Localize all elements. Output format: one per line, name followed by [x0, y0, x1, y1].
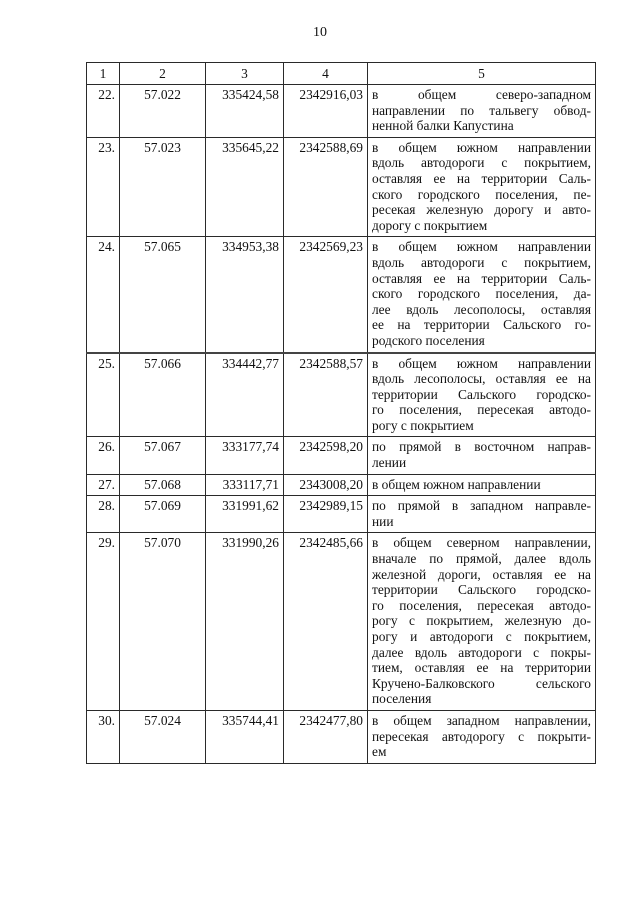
- column-header: 2: [120, 63, 206, 85]
- point-code-cell: 57.069: [120, 496, 206, 533]
- table-row: [87, 85, 596, 138]
- description-line: лее вдоль лесополосы, оставляя: [372, 301, 591, 317]
- coordinate-x-cell: 335424,58: [206, 85, 284, 138]
- point-code-cell: 57.068: [120, 474, 206, 496]
- description-line: далее вдоль автодороги с покры-: [372, 644, 591, 660]
- route-description-cell: [368, 353, 596, 437]
- boundary-points-table: [86, 62, 596, 764]
- route-description-cell: [368, 496, 596, 533]
- description-line: лении: [372, 455, 407, 471]
- column-header: 1: [87, 63, 120, 85]
- coordinate-x-cell: 335645,22: [206, 137, 284, 237]
- description-line: нии: [372, 513, 394, 529]
- description-line: ненной балки Капустина: [372, 118, 514, 134]
- point-code-cell: 57.067: [120, 437, 206, 474]
- route-description-cell: [368, 474, 596, 496]
- description-line: вдоль лесополосы, оставляя ее на: [372, 371, 591, 387]
- description-line: вначале по прямой, далее вдоль: [372, 551, 591, 567]
- description-line: вдоль автодороги с покрытием,: [372, 155, 591, 171]
- coordinate-x-cell: 331991,62: [206, 496, 284, 533]
- description-line: в общем южном направлении: [372, 139, 591, 155]
- point-code-cell: 57.070: [120, 533, 206, 711]
- coordinate-y-cell: 2342485,66: [284, 533, 368, 711]
- row-number-cell: 24.: [87, 237, 120, 353]
- point-code-cell: 57.023: [120, 137, 206, 237]
- point-code-cell: 57.066: [120, 353, 206, 437]
- description-line: в общем южном направлении: [372, 476, 541, 492]
- coordinate-y-cell: 2342477,80: [284, 710, 368, 763]
- point-code-cell: 57.022: [120, 85, 206, 138]
- coordinate-y-cell: 2342588,57: [284, 353, 368, 437]
- coordinate-x-cell: 333117,71: [206, 474, 284, 496]
- coordinate-y-cell: 2342598,20: [284, 437, 368, 474]
- description-line: в общем северо-западном: [372, 87, 591, 102]
- row-number-cell: 27.: [87, 474, 120, 496]
- description-line: ресекая железную дорогу и авто-: [372, 202, 591, 218]
- coordinate-x-cell: 334442,77: [206, 353, 284, 437]
- coordinate-y-cell: 2342588,69: [284, 137, 368, 237]
- description-line: вдоль автодороги с покрытием,: [372, 254, 591, 270]
- coordinate-y-cell: 2342569,23: [284, 237, 368, 353]
- route-description-cell: [368, 85, 596, 138]
- description-line: го поселения, пересекая автодо-: [372, 402, 591, 418]
- description-line: в общем южном направлении: [372, 355, 591, 371]
- table-row: [87, 353, 596, 437]
- coordinate-y-cell: 2343008,20: [284, 474, 368, 496]
- row-number-cell: 25.: [87, 353, 120, 437]
- page-number: 10: [313, 25, 327, 40]
- row-number-cell: 29.: [87, 533, 120, 711]
- table-row: [87, 496, 596, 533]
- table-row: [87, 533, 596, 711]
- description-line: поселения: [372, 691, 432, 707]
- table-body: [87, 85, 596, 764]
- table-header-row: [87, 63, 596, 85]
- description-line: рогу с покрытием: [372, 417, 474, 433]
- description-line: направлении по тальвегу обвод-: [372, 102, 591, 118]
- description-line: оставляя ее на территории Саль-: [372, 270, 591, 286]
- description-line: по прямой в восточном направ-: [372, 439, 591, 455]
- point-code-cell: 57.024: [120, 710, 206, 763]
- description-line: го поселения, пересекая автодо-: [372, 597, 591, 613]
- description-line: железной дороги, оставляя ее на: [372, 566, 591, 582]
- point-code-cell: 57.065: [120, 237, 206, 353]
- description-line: рогу и автодороги с покрытием,: [372, 629, 591, 644]
- row-number-cell: 26.: [87, 437, 120, 474]
- route-description-cell: [368, 137, 596, 237]
- description-line: пересекая автодорогу с покрыти-: [372, 728, 591, 744]
- description-line: ского городского поселения, да-: [372, 286, 591, 302]
- description-line: оставляя ее на территории Саль-: [372, 170, 591, 186]
- coordinate-y-cell: 2342989,15: [284, 496, 368, 533]
- table-row: [87, 137, 596, 237]
- description-line: дорогу с покрытием: [372, 217, 488, 233]
- description-line: по прямой в западном направле-: [372, 498, 591, 514]
- description-line: территории Сальского городско-: [372, 582, 591, 598]
- table-row: [87, 474, 596, 496]
- row-number-cell: 23.: [87, 137, 120, 237]
- description-line: рогу с покрытием, железную до-: [372, 613, 591, 629]
- description-line: в общем западном направлении,: [372, 712, 591, 728]
- description-line: в общем южном направлении: [372, 239, 591, 255]
- route-description-cell: [368, 437, 596, 474]
- description-line: ем: [372, 744, 387, 760]
- description-line: территории Сальского городско-: [372, 386, 591, 402]
- row-number-cell: 30.: [87, 710, 120, 763]
- row-number-cell: 28.: [87, 496, 120, 533]
- coordinate-x-cell: 334953,38: [206, 237, 284, 353]
- route-description-cell: [368, 710, 596, 763]
- description-line: Кручено-Балковского сельского: [372, 675, 591, 691]
- table-row: [87, 237, 596, 353]
- coordinate-y-cell: 2342916,03: [284, 85, 368, 138]
- coordinate-x-cell: 333177,74: [206, 437, 284, 474]
- coordinate-x-cell: 331990,26: [206, 533, 284, 711]
- route-description-cell: [368, 237, 596, 353]
- description-line: в общем северном направлении,: [372, 535, 591, 551]
- column-header: 3: [206, 63, 284, 85]
- table-row: [87, 437, 596, 474]
- description-line: тием, оставляя ее на территории: [372, 660, 591, 676]
- description-line: родского поселения: [372, 332, 485, 348]
- description-line: ского городского поселения, пе-: [372, 186, 591, 202]
- column-header: 4: [284, 63, 368, 85]
- row-number-cell: 22.: [87, 85, 120, 138]
- description-line: ее на территории Сальского го-: [372, 317, 591, 333]
- column-header: 5: [368, 63, 596, 85]
- route-description-cell: [368, 533, 596, 711]
- coordinate-x-cell: 335744,41: [206, 710, 284, 763]
- table-row: [87, 710, 596, 763]
